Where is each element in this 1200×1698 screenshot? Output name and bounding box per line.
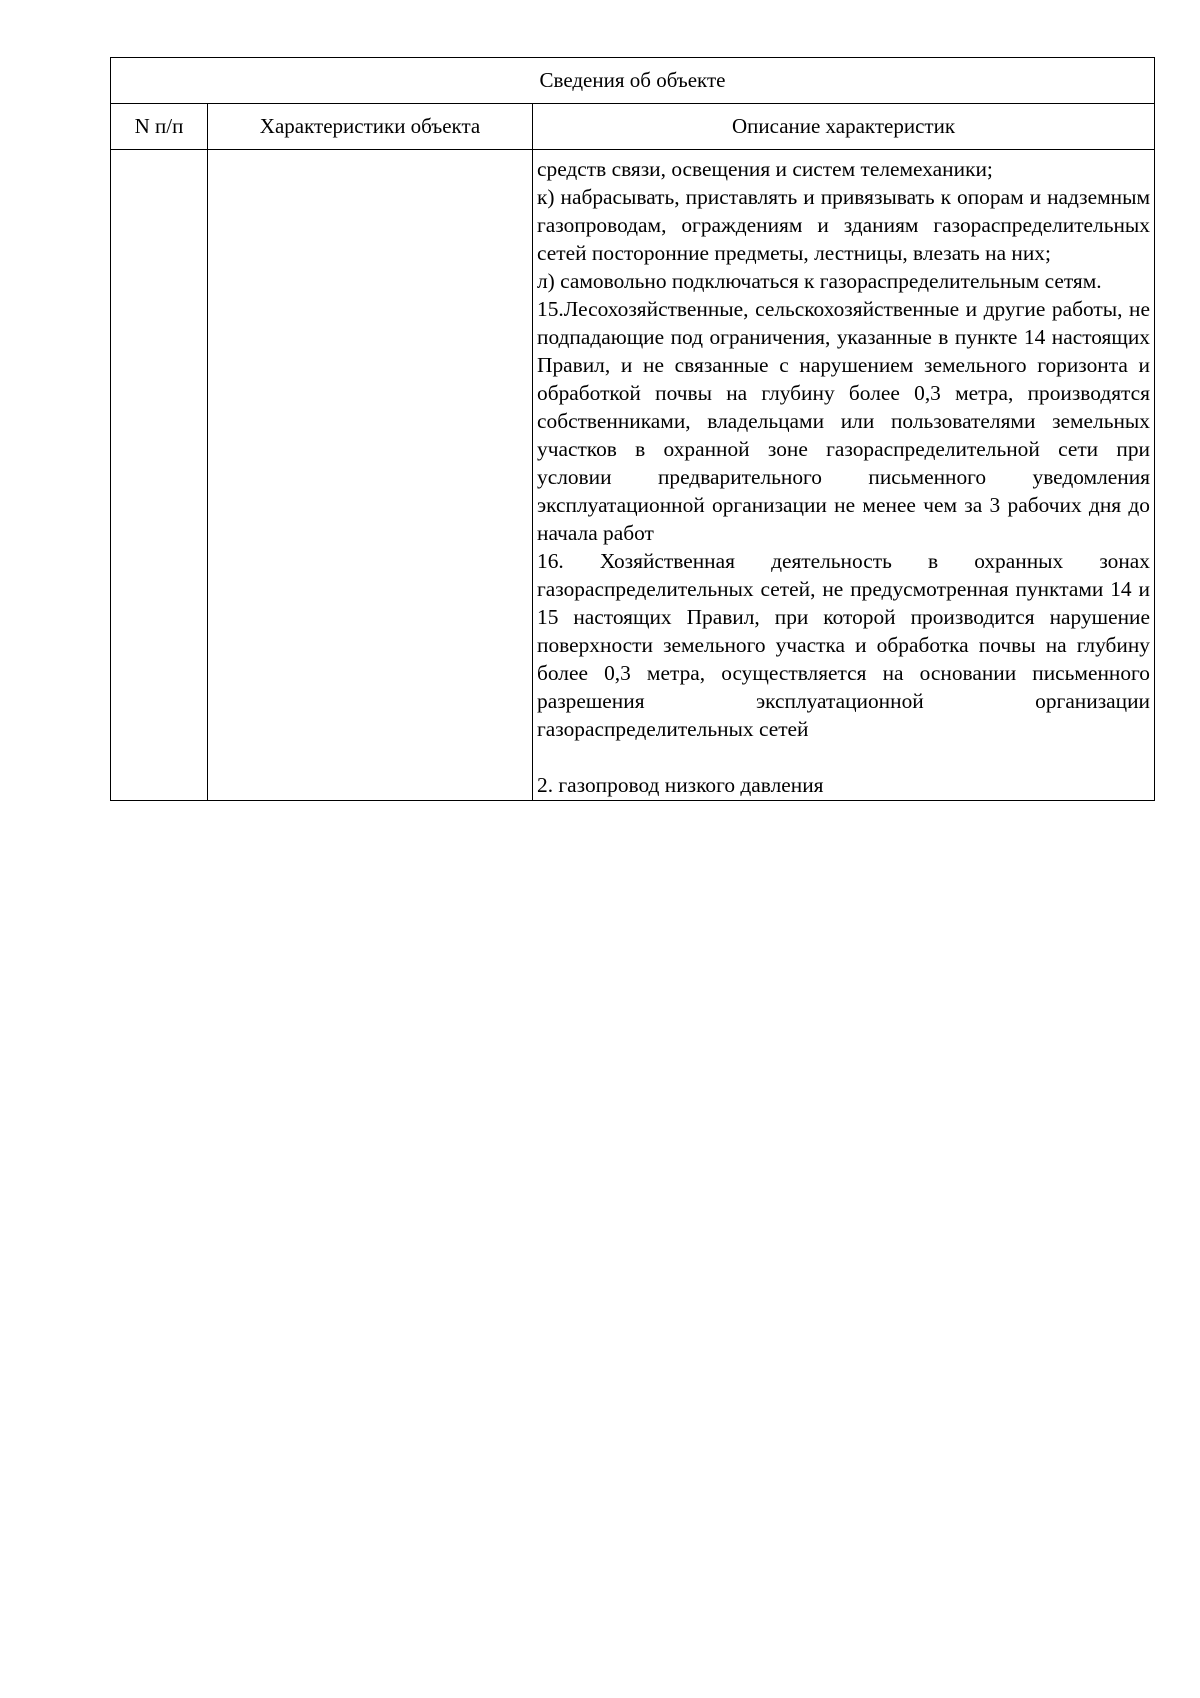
table-title: Сведения об объекте [111, 58, 1155, 104]
table-title-row [111, 58, 1155, 104]
description-paragraph: 16. Хозяйственная деятельность в охранных зонах газораспределительных сетей, не предусмотренная пунктами 14 и 15 настоящих Правил, при которой производится нарушение поверхности земельного участка и обработка почвы на глубину более 0,3 метра, осуществляется на основании письменного разрешения эксплуатационной организации газораспределительных сетей [537, 549, 1150, 741]
description-paragraph: 15.Лесохозяйственные, сельскохозяйственные и другие работы, не подпадающие под ограничения, указанные в пункте 14 настоящих Правил, и не связанные с нарушением земельного горизонта и обработкой почвы на глубину более 0,3 метра, производятся собственниками, владельцами или пользователями земельных участков в охранной зоне газораспределительной сети при условии предварительного письменного уведомления эксплуатационной организации не менее чем за 3 рабочих дня до начала работ [537, 297, 1150, 545]
row-characteristic-cell [208, 150, 533, 801]
blank-line [537, 743, 1150, 771]
row-description-cell [533, 150, 1155, 801]
description-paragraph: средств связи, освещения и систем телемеханики; [537, 157, 993, 181]
row-number-cell [111, 150, 208, 801]
header-description: Описание характеристик [533, 104, 1155, 150]
table-row [111, 150, 1155, 801]
object-info-table [110, 57, 1155, 801]
description-paragraph: л) самовольно подключаться к газораспределительным сетям. [537, 269, 1102, 293]
table-header-row [111, 104, 1155, 150]
header-number: N п/п [111, 104, 208, 150]
description-paragraph: к) набрасывать, приставлять и привязывать к опорам и надземным газопроводам, ограждениям и зданиям газораспределительных сетей посторонние предметы, лестницы, влезать на них; [537, 185, 1150, 265]
final-item-text: 2. газопровод низкого давления [537, 773, 824, 797]
header-characteristic: Характеристики объекта [208, 104, 533, 150]
